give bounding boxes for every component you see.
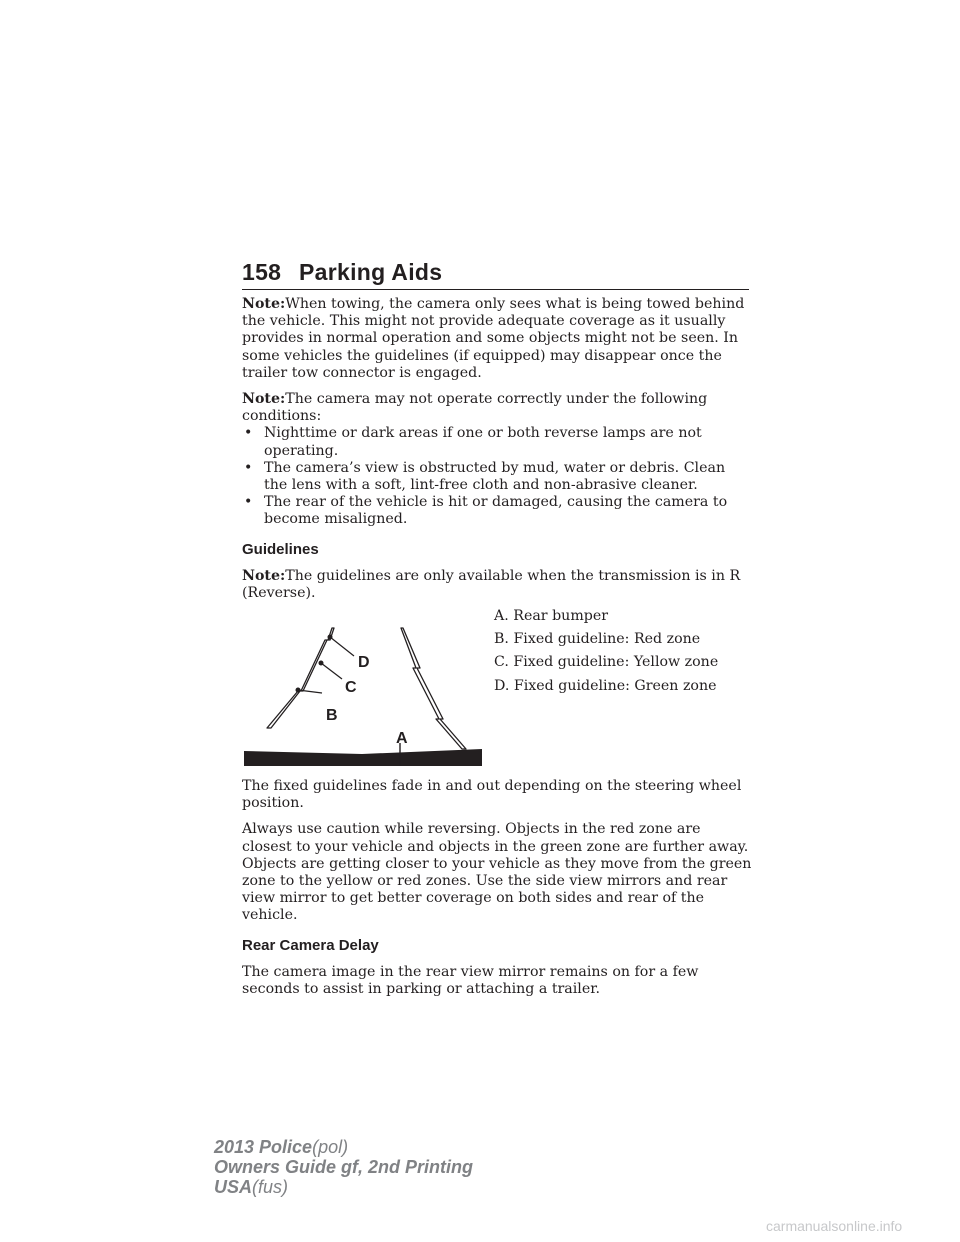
list-item (242, 460, 752, 494)
left-guideline (267, 628, 334, 728)
note-text: The camera may not operate correctly under the following conditions: (242, 391, 708, 425)
guidelines-heading: Guidelines (242, 540, 319, 558)
list-item (242, 425, 752, 459)
header-rule (242, 289, 749, 290)
label-d: D (358, 654, 370, 672)
section-title: Parking Aids (299, 259, 443, 285)
note-towing (242, 296, 752, 382)
guidelines-note (242, 568, 752, 602)
footer-line (214, 1137, 473, 1157)
footer-model: 2013 Police (214, 1137, 313, 1157)
guidelines-diagram (242, 606, 487, 766)
rear-camera-delay-heading: Rear Camera Delay (242, 936, 379, 954)
label-a: A (396, 730, 408, 748)
rear-camera-delay-text: The camera image in the rear view mirror remains on for a few seconds to assist in parking or attaching a trailer. (242, 963, 699, 997)
legend-item: A. Rear bumper (494, 608, 609, 625)
rear-bumper (244, 749, 482, 766)
footer-market: USA (214, 1177, 253, 1197)
note-label: Note: (242, 391, 286, 408)
note-conditions (242, 391, 752, 425)
list-item-text: The camera’s view is obstructed by mud, water or debris. Clean the lens with a soft, lint-free cloth and non-abrasive cleaner. (264, 459, 726, 494)
document-footer (214, 1137, 473, 1197)
note-label: Note: (242, 296, 286, 312)
guidelines-paragraph: The fixed guidelines fade in and out depending on the steering wheel position. (242, 778, 742, 812)
figure-legend (494, 608, 718, 701)
footer-model-code: (pol) (312, 1137, 349, 1157)
note-label: Note: (242, 567, 286, 584)
label-b: B (326, 707, 338, 725)
list-item-text: Nighttime or dark areas if one or both reverse lamps are not operating. (264, 425, 702, 459)
bullet-icon: • (244, 425, 253, 442)
note-text: The guidelines are only available when the transmission is in R (Reverse). (242, 567, 741, 601)
page-content (242, 296, 752, 1007)
watermark: carmanualsonline.info (766, 1218, 903, 1234)
legend-item: C. Fixed guideline: Yellow zone (494, 654, 719, 671)
right-guideline (401, 628, 466, 749)
footer-line (214, 1177, 473, 1197)
conditions-list (242, 425, 752, 528)
note-text: When towing, the camera only sees what is being towed behind the vehicle. This might not provide adequate coverage as it usually provides in normal operation and some objects might not be seen. In some vehicles the guidelines (if equipped) may disappear once the trailer tow connector is engaged. (242, 296, 745, 381)
list-item-text: The rear of the vehicle is hit or damaged, causing the camera to become misaligned. (264, 494, 728, 528)
guidelines-figure-row (242, 604, 752, 772)
legend-item: D. Fixed guideline: Green zone (494, 677, 717, 694)
list-item (242, 494, 752, 528)
legend-item: B. Fixed guideline: Red zone (494, 631, 701, 648)
bullet-icon: • (244, 494, 253, 511)
bullet-icon: • (244, 459, 253, 476)
label-c: C (345, 679, 357, 697)
footer-market-code: (fus) (252, 1177, 289, 1197)
guidelines-paragraph: Always use caution while reversing. Objects in the red zone are closest to your vehicle and objects in the green zone are further away. Objects are getting closer to your vehicle as they move from the green zone to the yellow or red zones. Use the side view mirrors and rear view mirror to get better coverage on both sides and rear of the vehicle. (242, 821, 752, 924)
page-number: 158 (242, 259, 282, 285)
footer-guide: Owners Guide gf, 2nd Printing (214, 1157, 474, 1177)
